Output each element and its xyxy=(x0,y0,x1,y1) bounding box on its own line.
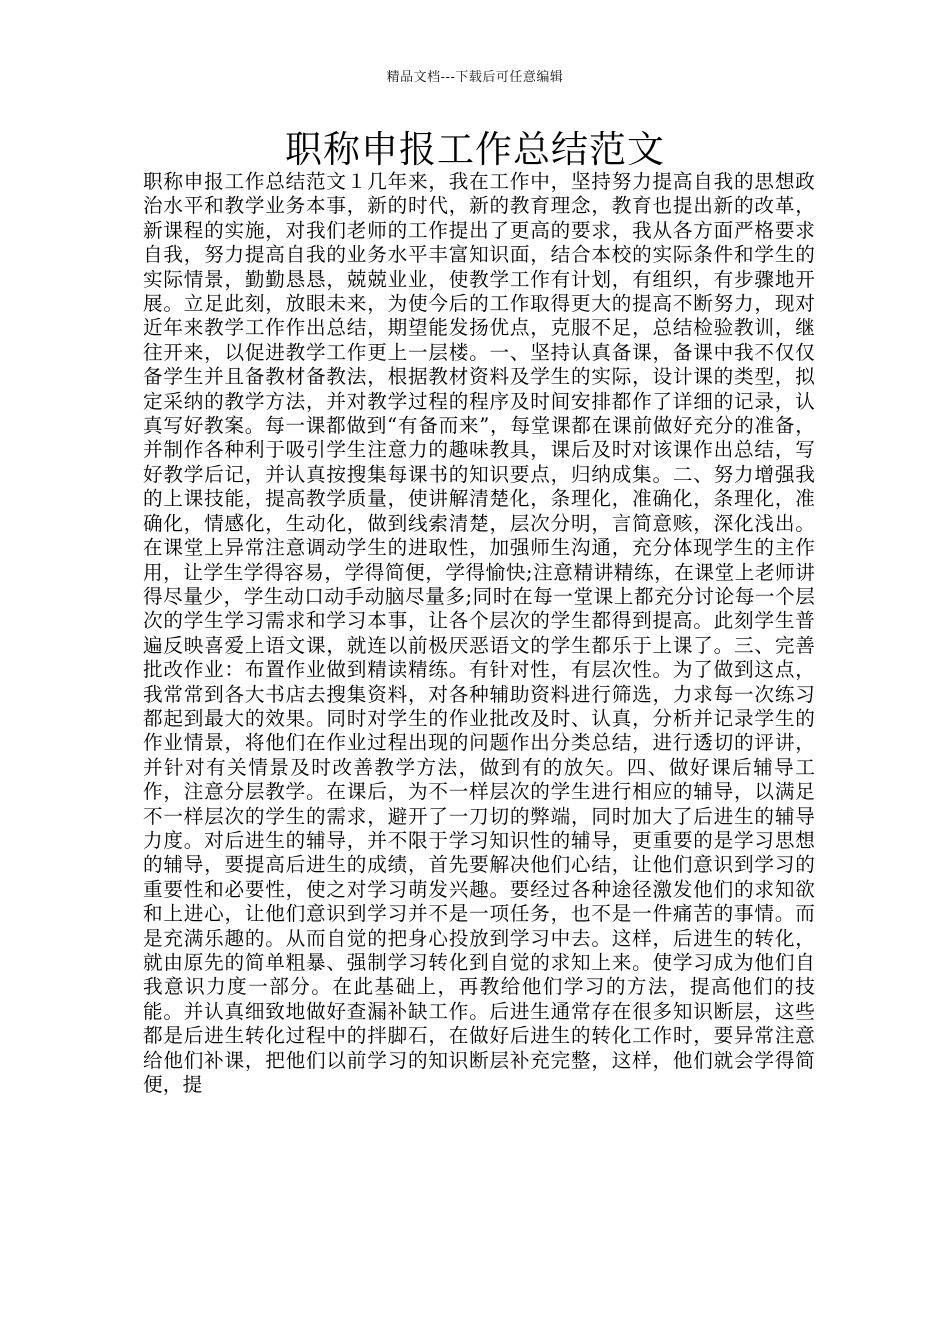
header-note: 精品文档---下载后可任意编辑 xyxy=(386,70,564,85)
document-body: 职称申报工作总结范文１几年来，我在工作中，坚持努力提高自我的思想政治水平和教学业务本事，新的时代，新的教育理念，教育也提出新的改革，新课程的实施，对我们老师的工作提出了更高的要求，我从各方面严格要求自我，努力提高自我的业务水平丰富知识面，结合本校的实际条件和学生的实际情景，勤勤恳恳，兢兢业业，使教学工作有计划，有组织，有步骤地开展。立足此刻，放眼未来，为使今后的工作取得更大的提高不断努力，现对近年来教学工作作出总结，期望能发扬优点，克服不足，总结检验教训，继往开来，以促进教学工作更上一层楼。一、坚持认真备课，备课中我不仅仅备学生并且备教材备教法，根据教材资料及学生的实际，设计课的类型，拟定采纳的教学方法，并对教学过程的程序及时间安排都作了详细的记录，认真写好教案。每一课都做到“有备而来”，每堂课都在课前做好充分的准备，并制作各种利于吸引学生注意力的趣味教具，课后及时对该课作出总结，写好教学后记，并认真按搜集每课书的知识要点，归纳成集。二、努力增强我的上课技能，提高教学质量，使讲解清楚化，条理化，准确化，条理化，准确化，情感化，生动化，做到线索清楚，层次分明，言简意赅，深化浅出。在课堂上异常注意调动学生的进取性，加强师生沟通，充分体现学生的主作用，让学生学得容易，学得简便，学得愉快;注意精讲精练，在课堂上老师讲得尽量少，学生动口动手动脑尽量多;同时在每一堂课上都充分讨论每一个层次的学生学习需求和学习本事，让各个层次的学生都得到提高。此刻学生普遍反映喜爱上语文课，就连以前极厌恶语文的学生都乐于上课了。三、完善批改作业：布置作业做到精读精练。有针对性，有层次性。为了做到这点，我常常到各大书店去搜集资料，对各种辅助资料进行筛选，力求每一次练习都起到最大的效果。同时对学生的作业批改及时、认真，分析并记录学生的作业情景，将他们在作业过程出现的问题作出分类总结，进行透切的评讲，并针对有关情景及时改善教学方法，做到有的放矢。四、做好课后辅导工作，注意分层教学。在课后，为不一样层次的学生进行相应的辅导，以满足不一样层次的学生的需求，避开了一刀切的弊端，同时加大了后进生的辅导力度。对后进生的辅导，并不限于学习知识性的辅导，更重要的是学习思想的辅导，要提高后进生的成绩，首先要解决他们心结，让他们意识到学习的重要性和必要性，使之对学习萌发兴趣。要经过各种途径激发他们的求知欲和上进心，让他们意识到学习并不是一项任务，也不是一件痛苦的事情。而是充满乐趣的。从而自觉的把身心投放到学习中去。这样，后进生的转化，就由原先的简单粗暴、强制学习转化到自觉的求知上来。使学习成为他们自我意识力度一部分。在此基础上，再教给他们学习的方法，提高他们的技能。并认真细致地做好查漏补缺工作。后进生通常存在很多知识断层，这些都是后进生转化过程中的拌脚石，在做好后进生的转化工作时，要异常注意给他们补课，把他们以前学习的知识断层补充完整，这样，他们就会学得简便，提 xyxy=(143,170,815,1097)
document-title: 职称申报工作总结范文 xyxy=(285,128,665,171)
